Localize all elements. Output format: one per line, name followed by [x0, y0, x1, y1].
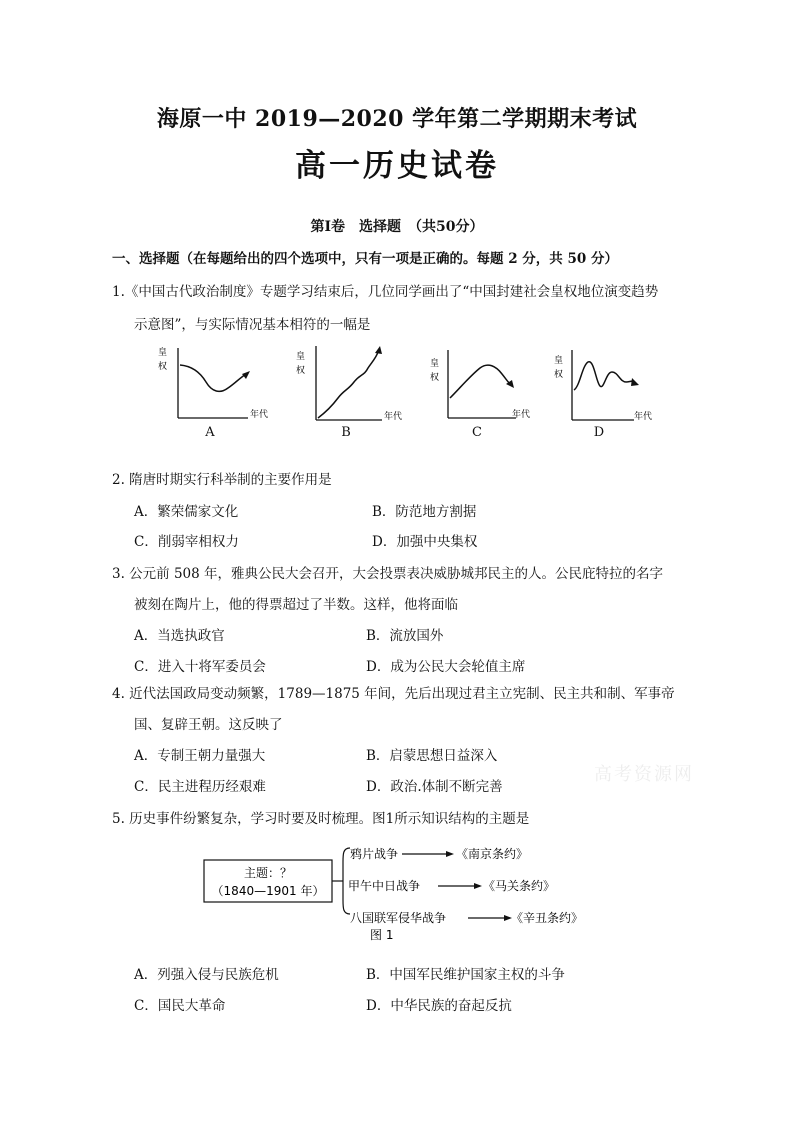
question-3-stem-line-1: 3. 公元前 508 年，雅典公民大会召开，大会投票表决威胁城邦民主的人。公民庇特拉的名字 [112, 566, 664, 582]
question-4-stem-line-1: 4. 近代法国政局变动频繁，1789—1875 年间，先后出现过君主立宪制、民主共和制、军事帝 [112, 686, 675, 702]
knowledge-structure-diagram [200, 842, 620, 944]
watermark: 高考资源网 [594, 764, 694, 785]
question-5-option-a: A．列强入侵与民族危机 [134, 967, 279, 983]
chart-d-letter: D [593, 425, 605, 440]
question-5-option-d: D．中华民族的奋起反抗 [366, 998, 512, 1014]
question-2-option-c: C．削弱宰相权力 [134, 534, 239, 550]
branch-2-event: 甲午中日战争 [348, 879, 421, 893]
chart-b-y-label-1: 皇 [296, 352, 306, 362]
branch-2-arrowhead [474, 883, 482, 889]
branch-1-arrowhead [446, 851, 454, 857]
question-5-stem: 5. 历史事件纷繁复杂，学习时要及时梳理。图1所示知识结构的主题是 [112, 811, 530, 827]
theme-box-years: （1840—1901 年） [211, 884, 325, 898]
question-1-stem-line-2: 示意图”，与实际情况基本相符的一幅是 [134, 317, 371, 333]
section-instructions: 一、选择题（在每题给出的四个选项中，只有一项是正确的。每题 2 分，共 50 分） [112, 251, 618, 267]
question-4-stem-line-2: 国、复辟王朝。这反映了 [134, 717, 283, 733]
question-4-option-d: D．政治.体制不断完善 [366, 779, 503, 795]
question-4-option-b: B．启蒙思想日益深入 [366, 748, 498, 764]
branch-2-treaty: 《马关条约》 [483, 879, 556, 893]
chart-d-y-label-1: 皇 [554, 356, 564, 366]
chart-a-x-label: 年代 [250, 410, 269, 420]
exam-title: 海原一中 2019—2020 学年第二学期期末考试 [156, 106, 638, 132]
section-heading: 第Ⅰ卷 选择题 （共50分） [310, 219, 484, 235]
chart-b-y-label-2: 权 [296, 366, 306, 376]
question-2-option-a: A．繁荣儒家文化 [134, 504, 239, 520]
theme-box-title: 主题：？ [243, 866, 293, 880]
question-4-option-a: A．专制王朝力量强大 [134, 748, 266, 764]
chart-c-letter: C [472, 425, 482, 440]
chart-a-letter: A [205, 425, 215, 440]
chart-a-y-label-1: 皇 [158, 348, 168, 358]
question-2-option-b: B．防范地方割据 [372, 504, 477, 520]
question-3-option-a: A．当选执政官 [134, 628, 225, 644]
question-2-option-d: D．加强中央集权 [372, 534, 478, 550]
chart-c-x-label: 年代 [512, 410, 531, 420]
chart-d-trend-line [574, 362, 634, 390]
exam-subtitle: 高一历史试卷 [295, 148, 499, 184]
chart-a [150, 342, 280, 427]
branch-1-event: 鸦片战争 [350, 847, 399, 861]
chart-b-trend-line [318, 352, 378, 418]
chart-d-x-label: 年代 [634, 412, 653, 422]
chart-b-x-label: 年代 [384, 412, 403, 422]
question-3-option-c: C．进入十将军委员会 [134, 659, 266, 675]
branch-1-treaty: 《南京条约》 [456, 847, 529, 861]
chart-c-y-label-1: 皇 [430, 359, 440, 369]
question-3-option-d: D．成为公民大会轮值主席 [366, 659, 526, 675]
chart-d-arrowhead [631, 378, 639, 386]
chart-c-trend-line [450, 365, 510, 398]
chart-b [288, 342, 418, 427]
question-2-stem: 2. 隋唐时期实行科举制的主要作用是 [112, 472, 332, 488]
chart-b-arrowhead [375, 346, 382, 354]
question-5-option-b: B．中国军民维护国家主权的斗争 [366, 967, 565, 983]
branch-3-event: 八国联军侵华战争 [350, 911, 447, 925]
chart-a-y-label-2: 权 [158, 362, 168, 372]
question-4-option-c: C．民主进程历经艰难 [134, 779, 266, 795]
question-3-stem-line-2: 被刻在陶片上，他的得票超过了半数。这样，他将面临 [134, 597, 458, 613]
branch-3-treaty: 《辛丑条约》 [511, 911, 584, 925]
chart-a-arrowhead [242, 371, 250, 379]
figure-caption: 图 1 [370, 928, 394, 942]
question-1-stem-line-1: 1.《中国古代政治制度》专题学习结束后，几位同学画出了“中国封建社会皇权地位演变趋势 [112, 284, 659, 300]
question-5-option-c: C．国民大革命 [134, 998, 226, 1014]
chart-a-trend-line [180, 365, 246, 391]
chart-c [424, 342, 554, 427]
chart-c-y-label-2: 权 [430, 373, 440, 383]
chart-d [548, 342, 678, 427]
question-3-option-b: B．流放国外 [366, 628, 444, 644]
chart-d-y-label-2: 权 [554, 370, 564, 380]
chart-b-letter: B [341, 425, 351, 440]
